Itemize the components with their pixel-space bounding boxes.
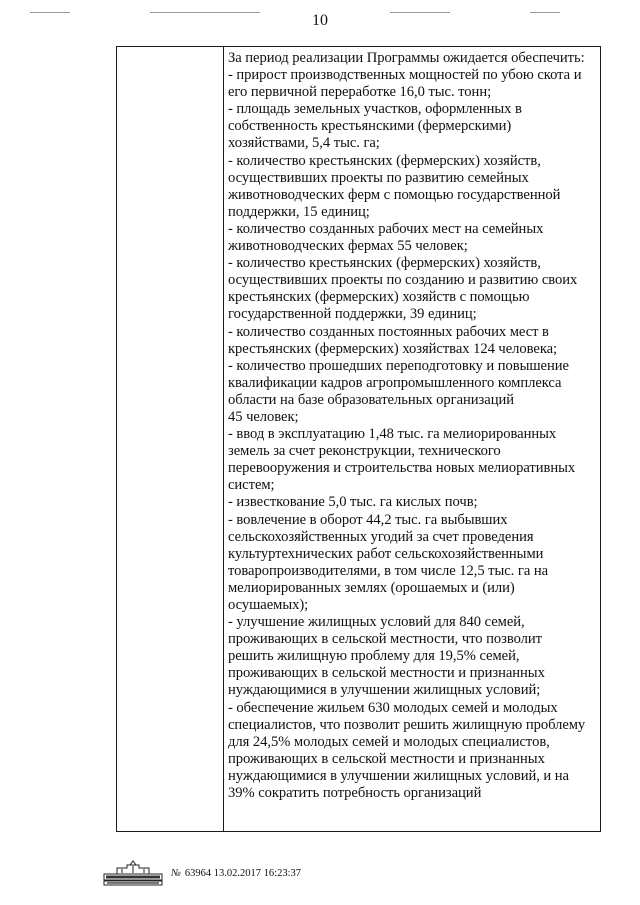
cell-text-line: решить жилищную проблему для 19,5% семей,: [228, 648, 520, 665]
cell-text-line: товаропроизводителями, в том числе 12,5 тыс. га на: [228, 562, 549, 579]
cell-text-line: нуждающимися в улучшении жилищных условий;: [228, 682, 541, 699]
cell-text-line: - количество крестьянских (фермерских) хозяйств,: [228, 255, 541, 272]
cell-text-line: - количество крестьянских (фермерских) хозяйств,: [228, 152, 541, 169]
cell-text-line: - улучшение жилищных условий для 840 семей,: [228, 614, 525, 631]
cell-text-line: нуждающимися в улучшении жилищных условий, и на: [228, 767, 569, 784]
cell-text-line: квалификации кадров агропромышленного комплекса: [228, 374, 562, 391]
cell-text-line: сельскохозяйственных угодий за счет проведения: [228, 528, 534, 545]
page-number: 10: [312, 12, 328, 29]
cell-text-line: собственность крестьянскими (фермерскими): [228, 118, 512, 135]
cell-text-line: - известкование 5,0 тыс. га кислых почв;: [228, 494, 478, 511]
cell-text-line: осуществивших проекты по созданию и развитию своих: [228, 272, 578, 289]
cell-text-line: проживающих в сельской местности и признанных: [228, 750, 545, 767]
cell-text-line: - площадь земельных участков, оформленных в: [228, 101, 522, 118]
column-divider: [223, 47, 224, 831]
cell-text-line: мелиорированных землях (орошаемых и (или): [228, 579, 515, 596]
cell-text-line: - количество созданных постоянных рабочих мест в: [228, 323, 549, 340]
document-footer: [103, 860, 523, 886]
cell-text-line: осушаемых);: [228, 597, 309, 613]
registration-time: 16:23:37: [263, 868, 301, 879]
program-table: [116, 46, 601, 832]
cell-text-line: 45 человек;: [228, 408, 299, 425]
cell-text-line: - обеспечение жильем 630 молодых семей и молодых: [228, 699, 558, 716]
cell-text-line: 39% сократить потребность организаций: [228, 785, 482, 802]
cell-text-line: государственной поддержки, 39 единиц;: [228, 306, 477, 323]
cell-text-line: проживающих в сельской местности, что позволит: [228, 631, 542, 648]
cell-text-line: крестьянских (фермерских) хозяйствах 124 человека;: [228, 340, 558, 357]
cell-text-line: За период реализации Программы ожидается обеспечить:: [228, 50, 585, 66]
cell-text-line: культуртехнических работ сельскохозяйственными: [228, 545, 544, 562]
cell-text-line: осуществивших проекты по развитию семейных: [228, 169, 529, 186]
cell-text-line: хозяйствами, 5,4 тыс. га;: [228, 135, 380, 152]
cell-text-line: перевооружения и строительства новых мелиоративных: [228, 460, 576, 477]
cell-text-line: - количество прошедших переподготовку и повышение: [228, 357, 569, 374]
cell-text-line: - ввод в эксплуатацию 1,48 тыс. га мелиорированных: [228, 426, 557, 443]
registration-date: 13.02.2017: [213, 868, 262, 879]
cell-text-line: - вовлечение в оборот 44,2 тыс. га выбывших: [228, 511, 508, 528]
cell-text-line: животноводческих ферм с помощью государственной: [228, 186, 561, 203]
program-expected-results-cell: [228, 50, 598, 802]
cell-text-line: крестьянских (фермерских) хозяйств с помощью: [228, 289, 530, 306]
cell-text-line: систем;: [228, 477, 275, 494]
cell-text-line: проживающих в сельской местности и признанных: [228, 665, 545, 682]
number-sign: №: [171, 868, 181, 879]
cell-text-line: земель за счет реконструкции, технического: [228, 443, 501, 460]
cell-text-line: для 24,5% молодых семей и молодых специалистов,: [228, 733, 550, 750]
cell-text-line: его первичной переработке 16,0 тыс. тонн;: [228, 84, 492, 101]
registration-stamp: [171, 868, 301, 880]
cell-text-line: - количество созданных рабочих мест на семейных: [228, 220, 544, 237]
cell-text-line: - прирост производственных мощностей по убою скота и: [228, 67, 582, 84]
cell-text-line: поддержки, 15 единиц;: [228, 203, 370, 220]
registry-building-icon: [103, 860, 163, 886]
cell-text-line: специалистов, что позволит решить жилищную проблему: [228, 716, 586, 733]
document-number: 63964: [184, 868, 212, 879]
cell-text-line: области на базе образовательных организаций: [228, 391, 514, 408]
cell-text-line: животноводческих фермах 55 человек;: [228, 238, 468, 255]
